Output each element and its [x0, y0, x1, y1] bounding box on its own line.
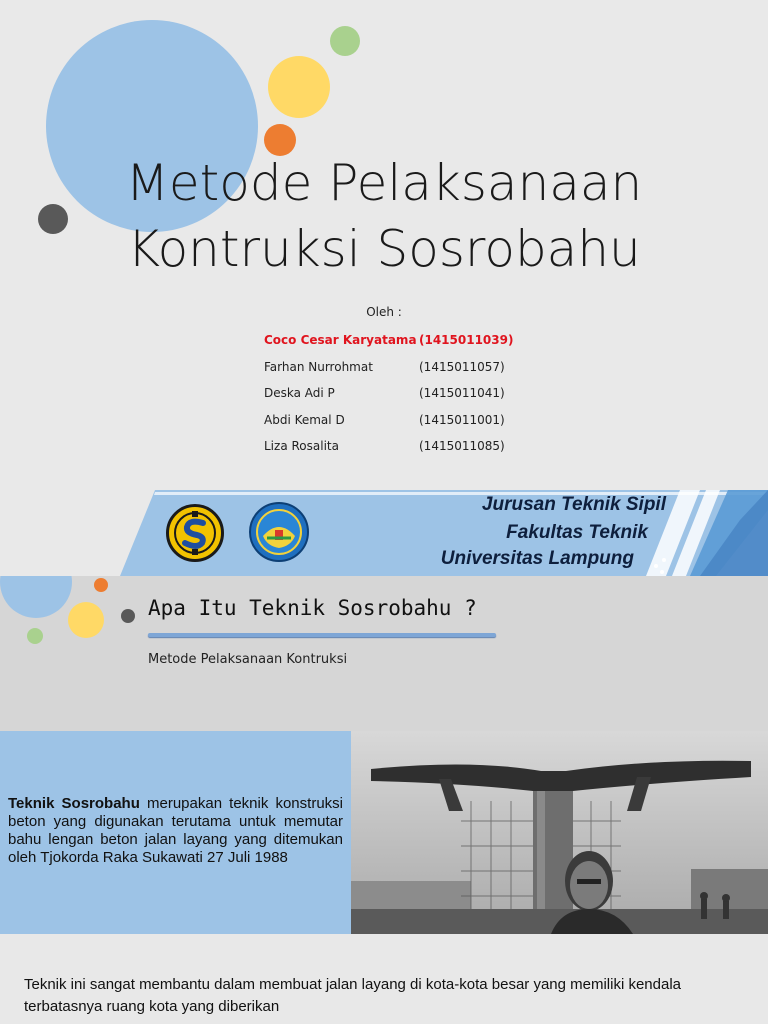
- content-slide-header: [0, 576, 768, 731]
- gray-circle: [121, 609, 135, 623]
- member-id: (1415011001): [419, 413, 505, 427]
- member-row: [264, 386, 524, 404]
- member-row: [264, 413, 524, 431]
- member-id: (1415011039): [419, 333, 514, 347]
- green-circle: [27, 628, 43, 644]
- definition-body: merupakan teknik konstruksi beton yang digunakan terutama untuk memutar bahu lengan beton jalan layang yang ditemukan oleh Tjokorda Raka Sukawati 27 Juli 1988: [8, 795, 343, 866]
- bottom-note-text: Teknik ini sangat membantu dalam membuat jalan layang di kota-kota besar yang memiliki kendala terbatasnya ruang kota yang diberikan: [24, 976, 682, 1015]
- blue-circle: [0, 576, 72, 618]
- orange-circle: [94, 578, 108, 592]
- member-row: [264, 333, 524, 351]
- member-name: Abdi Kemal D: [264, 413, 345, 427]
- title-underline: [148, 633, 496, 637]
- dept-line-2: Fakultas Teknik: [506, 522, 648, 543]
- definition-text: [8, 795, 343, 867]
- department-banner: [0, 490, 768, 576]
- member-row: [264, 360, 524, 378]
- dept-line-3: Universitas Lampung: [440, 548, 634, 569]
- member-id: (1415011041): [419, 386, 505, 400]
- sosrobahu-photo: [351, 731, 768, 934]
- yellow-circle: [268, 56, 330, 118]
- member-name: Liza Rosalita: [264, 439, 339, 453]
- definition-term: Teknik Sosrobahu: [8, 795, 140, 812]
- faculty-logo-icon: [166, 504, 224, 562]
- slide-2-subtitle: Metode Pelaksanaan Kontruksi: [148, 652, 348, 667]
- slide-title: [0, 150, 768, 282]
- slide-2-title: Apa Itu Teknik Sosrobahu ?: [148, 596, 477, 620]
- member-id: (1415011085): [419, 439, 505, 453]
- sosrobahu-construction-photo: [351, 731, 768, 934]
- member-name: Farhan Nurrohmat: [264, 360, 373, 374]
- title-line-2: Kontruksi Sosrobahu: [127, 220, 641, 278]
- member-name: Coco Cesar Karyatama: [264, 333, 417, 347]
- member-id: (1415011057): [419, 360, 505, 374]
- oleh-label: Oleh :: [366, 305, 402, 319]
- title-line-1: Metode Pelaksanaan: [125, 154, 643, 212]
- definition-box: [0, 731, 351, 934]
- member-name: Deska Adi P: [264, 386, 335, 400]
- dept-line-1: Jurusan Teknik Sipil: [481, 494, 666, 515]
- green-circle: [330, 26, 360, 56]
- university-logo-icon: [249, 502, 309, 562]
- member-row: [264, 439, 524, 457]
- bottom-note: [0, 958, 768, 1024]
- yellow-circle: [68, 602, 104, 638]
